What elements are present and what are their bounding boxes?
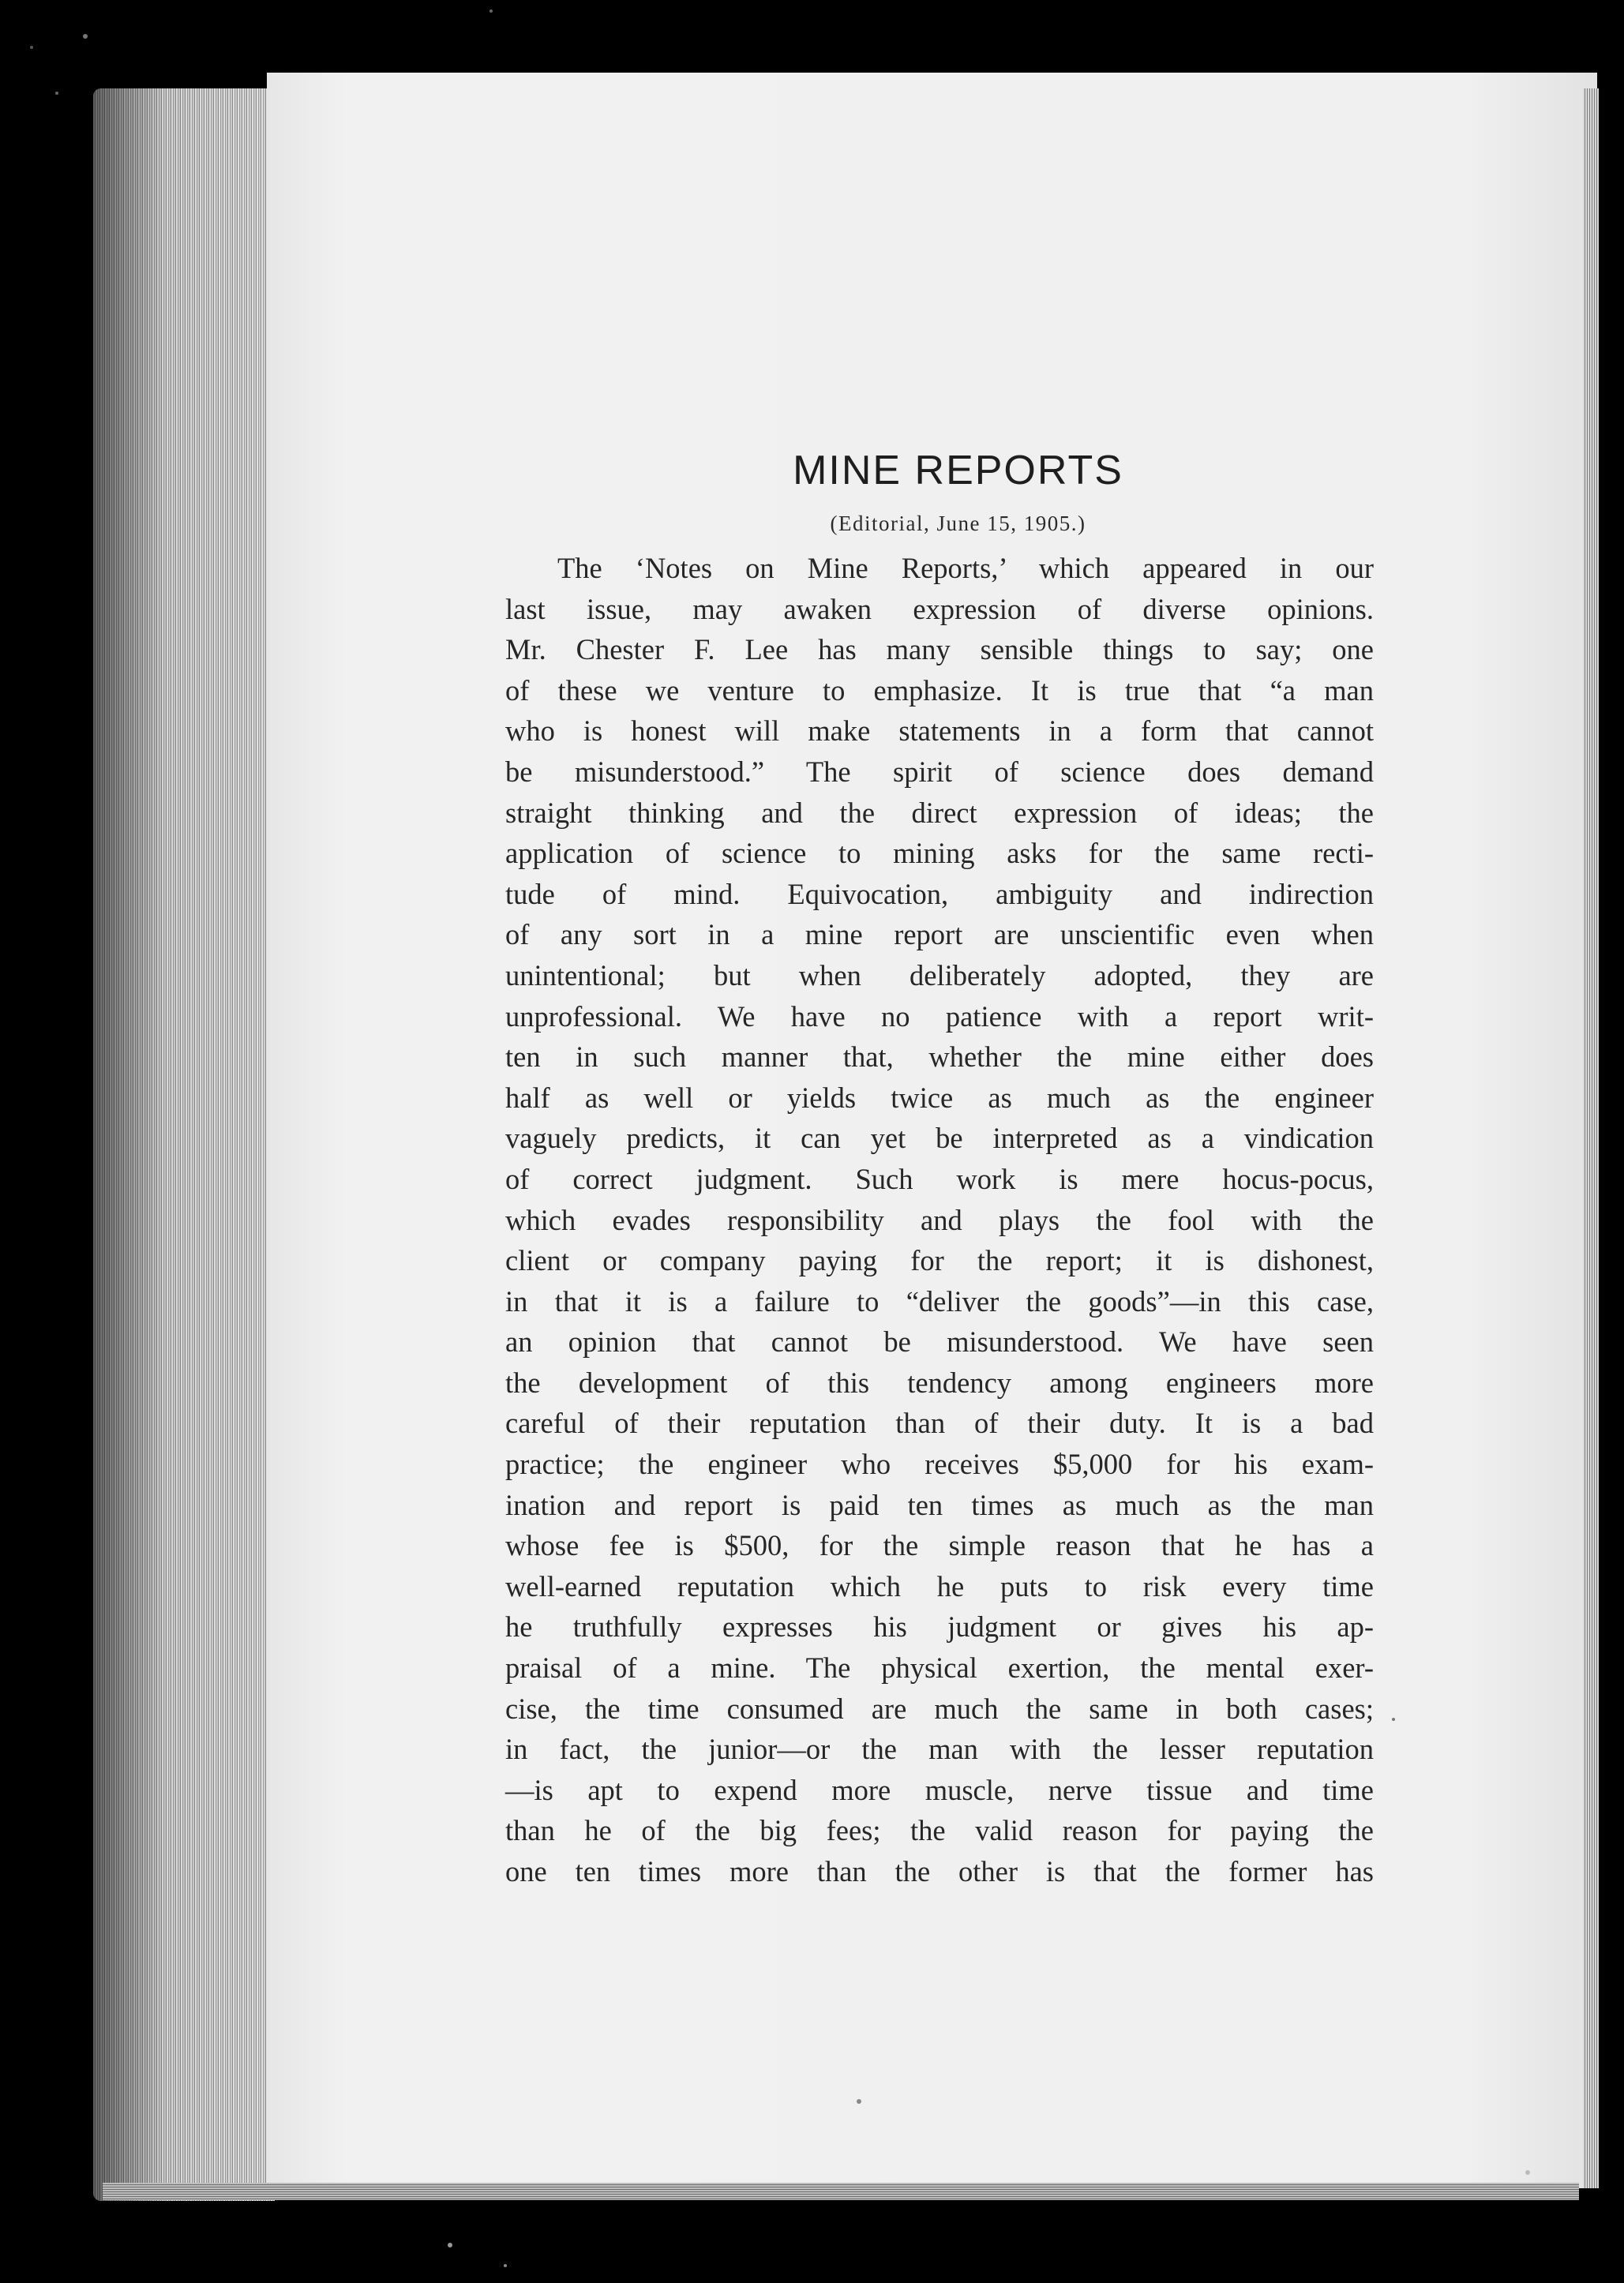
book-bottom-edge — [103, 2183, 1579, 2200]
body-line: the development of this tendency among engineers more — [505, 1366, 1374, 1399]
book-page-edges — [93, 88, 275, 2201]
body-line: who is honest will make statements in a form that cannot — [505, 714, 1374, 748]
body-line: practice; the engineer who receives $5,000 for his exam- — [505, 1448, 1374, 1481]
body-line: which evades responsibility and plays the fool with the — [505, 1203, 1374, 1236]
body-line: he truthfully expresses his judgment or gives his ap- — [505, 1610, 1374, 1644]
article-title: MINE REPORTS — [793, 448, 1123, 493]
body-line: ten in such manner that, whether the mine either does — [505, 1040, 1374, 1074]
body-line: tude of mind. Equivocation, ambiguity and indirection — [505, 877, 1374, 910]
body-line: of correct judgment. Such work is mere hocus-pocus, — [505, 1162, 1374, 1195]
body-line: —is apt to expend more muscle, nerve tissue and time — [505, 1773, 1374, 1806]
body-line: straight thinking and the direct expression of ideas; the — [505, 796, 1374, 829]
body-line: Mr. Chester F. Lee has many sensible things to say; one — [505, 633, 1374, 666]
body-line: well-earned reputation which he puts to risk every time — [505, 1569, 1374, 1603]
body-line: praisal of a mine. The physical exertion, the mental exer- — [505, 1651, 1374, 1685]
body-line: in that it is a failure to “deliver the goods”—in this case, — [505, 1284, 1374, 1318]
book-right-edge — [1583, 88, 1599, 2188]
body-line: last issue, may awaken expression of diverse opinions. — [505, 592, 1374, 625]
body-line: an opinion that cannot be misunderstood. We have seen — [505, 1325, 1374, 1359]
body-line: of any sort in a mine report are unscientific even when — [505, 918, 1374, 951]
article-body — [505, 548, 1374, 1892]
body-line: unprofessional. We have no patience with a report writ- — [505, 999, 1374, 1033]
body-line: careful of their reputation than of their duty. It is a bad — [505, 1407, 1374, 1440]
body-line: one ten times more than the other is that the former has — [505, 1855, 1374, 1888]
body-line: application of science to mining asks for the same recti- — [505, 837, 1374, 870]
body-line: client or company paying for the report; it is dishonest, — [505, 1244, 1374, 1277]
article-subtitle: (Editorial, June 15, 1905.) — [830, 512, 1086, 535]
body-line: unintentional; but when deliberately adopted, they are — [505, 958, 1374, 992]
body-line: be misunderstood.” The spirit of science does demand — [505, 755, 1374, 788]
body-line: whose fee is $500, for the simple reason that he has a — [505, 1529, 1374, 1562]
body-line: vaguely predicts, it can yet be interpreted as a vindication — [505, 1122, 1374, 1155]
body-line: than he of the big fees; the valid reason for paying the — [505, 1814, 1374, 1847]
body-line: in fact, the junior—or the man with the lesser reputation — [505, 1733, 1374, 1766]
body-line: cise, the time consumed are much the same in both cases; — [505, 1692, 1374, 1725]
body-line: ination and report is paid ten times as much as the man — [505, 1488, 1374, 1521]
body-line: of these we venture to emphasize. It is true that “a man — [505, 673, 1374, 707]
body-line: half as well or yields twice as much as the engineer — [505, 1081, 1374, 1114]
body-line: The ‘Notes on Mine Reports,’ which appeared in our — [557, 552, 1374, 584]
